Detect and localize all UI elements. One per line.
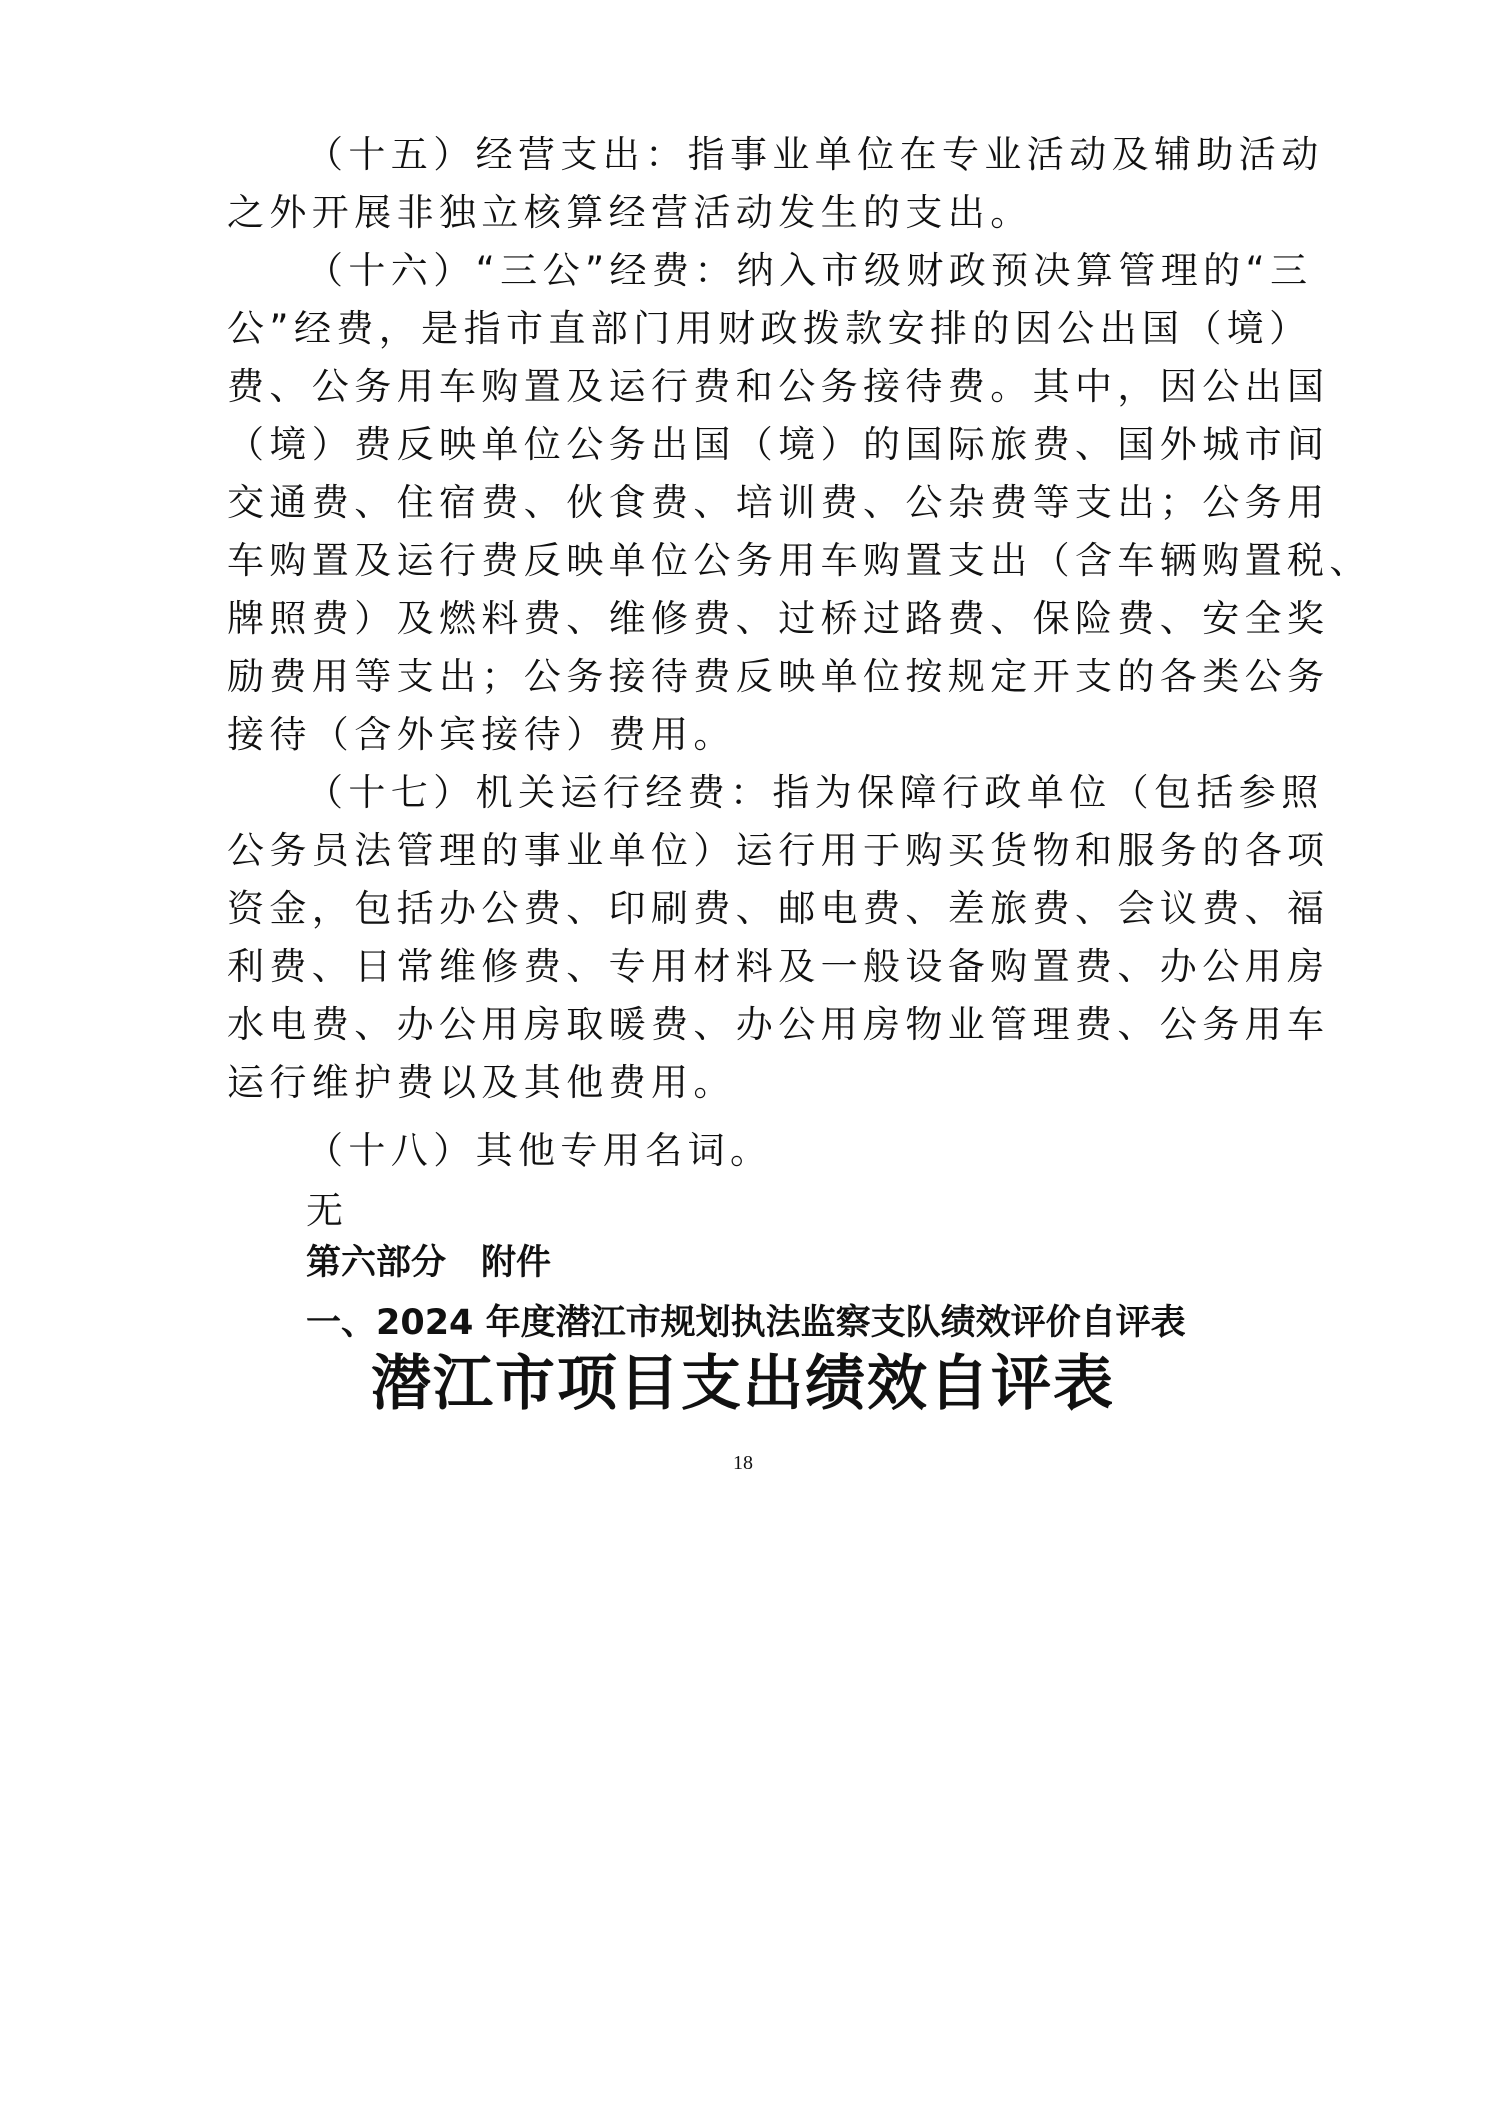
none-text: 无 (306, 1189, 349, 1232)
paragraph-16-line-1: （十六）“三公”经费：纳入市级财政预决算管理的“三 (306, 249, 1313, 292)
paragraph-16-line-5: 交通费、住宿费、伙食费、培训费、公杂费等支出；公务用 (227, 481, 1330, 524)
paragraph-16-line-7: 牌照费）及燃料费、维修费、过桥过路费、保险费、安全奖 (227, 597, 1330, 640)
paragraph-17-line-3: 资金，包括办公费、印刷费、邮电费、差旅费、会议费、福 (227, 887, 1330, 930)
paragraph-15-line-1: （十五）经营支出：指事业单位在专业活动及辅助活动 (306, 133, 1324, 176)
table-title: 潜江市项目支出绩效自评表 (371, 1349, 1115, 1419)
paragraph-18-line-1: （十八）其他专用名词。 (306, 1129, 773, 1172)
paragraph-17-line-2: 公务员法管理的事业单位）运行用于购买货物和服务的各项 (227, 829, 1330, 872)
paragraph-17-line-1: （十七）机关运行经费：指为保障行政单位（包括参照 (306, 771, 1324, 814)
paragraph-16-line-8: 励费用等支出；公务接待费反映单位按规定开支的各类公务 (227, 655, 1330, 698)
sub-heading: 一、2024 年度潜江市规划执法监察支队绩效评价自评表 (306, 1303, 1186, 1343)
paragraph-16-line-3: 费、公务用车购置及运行费和公务接待费。其中，因公出国 (227, 365, 1330, 408)
paragraph-16-line-2: 公”经费，是指市直部门用财政拨款安排的因公出国（境） (227, 307, 1312, 350)
section-heading: 第六部分 附件 (306, 1243, 552, 1283)
paragraph-16-line-4: （境）费反映单位公务出国（境）的国际旅费、国外城市间 (227, 423, 1330, 466)
paragraph-17-line-5: 水电费、办公用房取暖费、办公用房物业管理费、公务用车 (227, 1003, 1330, 1046)
paragraph-17-line-4: 利费、日常维修费、专用材料及一般设备购置费、办公用房 (227, 945, 1330, 988)
paragraph-16-line-9: 接待（含外宾接待）费用。 (227, 713, 736, 756)
paragraph-17-line-6: 运行维护费以及其他费用。 (227, 1061, 736, 1104)
paragraph-16-line-6: 车购置及运行费反映单位公务用车购置支出（含车辆购置税、 (227, 539, 1372, 582)
paragraph-15-line-2: 之外开展非独立核算经营活动发生的支出。 (227, 191, 1033, 234)
page-number: 18 (733, 1452, 753, 1474)
